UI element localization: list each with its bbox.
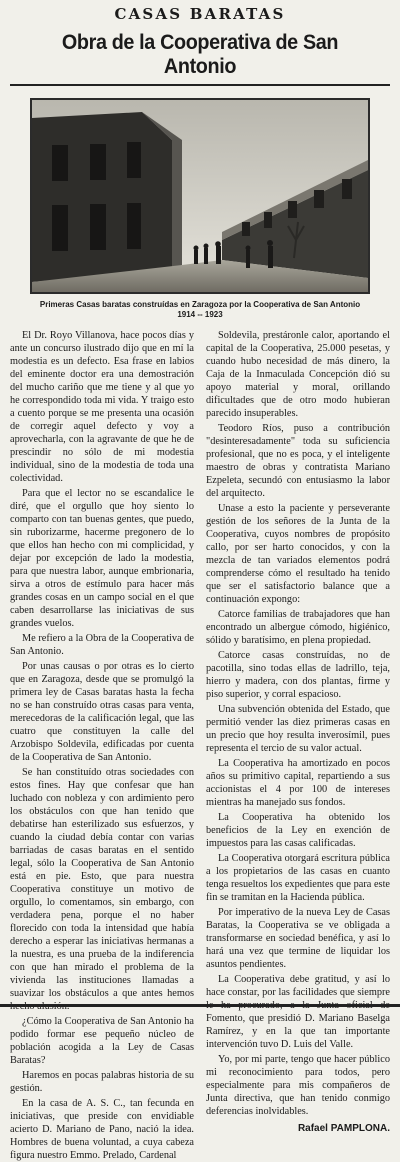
paragraph: La Cooperativa ha obtenido los beneficios de la Ley en exención de impuestos para las casas calificadas.: [206, 812, 390, 849]
paragraph: Catorce familias de trabajadores que han encontrado un albergue cómodo, higiénico, sólido y baratísimo, en plena propiedad.: [206, 609, 390, 646]
paragraph: En la casa de A. S. C., tan fecunda en iniciativas, que preside con envidiable acierto D. Mariano de Pano, nació la idea. Hombres de buena voluntad, a cuya cabeza figura nuestro Emmo. Prelado, Cardenal: [10, 1098, 194, 1161]
author-signature: Rafael PAMPLONA.: [297, 1123, 390, 1134]
paragraph: Por unas causas o por otras es lo cierto que en Zaragoza, desde que se promulgó la primera ley de Casas baratas hasta la fecha no se han construído otras casas para venta, merecedoras de la calificación legal, que las cuatro que constituyen la calle del Arzobispo Soldevila, edificadas por cuenta de la Cooperativa de San Antonio.: [10, 661, 194, 763]
paragraph: Unase a esto la paciente y perseverante gestión de los señores de la Junta de la Cooperativa, cuyos nombres de propósito callo, por ser harto conocidos, y con la mezcla de tan variados elementos podrá comprenderse cómo el resultado ha tenido que ser el satisfactorio balance que a continuación expongo:: [206, 503, 390, 605]
paragraph: Para que el lector no se escandalice le diré, que el orgullo que hoy siento lo comparto con tan buenas gentes, que puedo, sin ruborizarme, hacerme pregonero de lo que ellos han hecho con mi complicidad, y dejar por excepción de lado la modestia, para que nuestra labor, aunque embrionaria, sirva a otros de estímulo para hacer más grandes cosas en un campo social en el que caben desarrollarse las iniciativas de sus grandes vuelos.: [10, 488, 194, 629]
caption-years: 1914 -- 1923: [177, 310, 223, 319]
paragraph: Teodoro Ríos, puso a contribución "desinteresadamente" toda su suficiencia profesional, que no es poca, y el inteligente maestro de obras y contratista Mariano Ezpeleta, secundó con entusiasmo la labor del arquitecto.: [206, 423, 390, 499]
photo-caption: [10, 300, 390, 320]
paragraph: La Cooperativa ha amortizado en pocos años su primitivo capital, repartiendo a sus accionistas el 4 por 100 de intereses mientras ha manejado sus fondos.: [206, 758, 390, 808]
column-left: [10, 329, 194, 1161]
paragraph: Soldevila, prestáronle calor, aportando el capital de la Cooperativa, 25.000 pesetas, y cuando hubo necesidad de más dinero, la Caja de la Inmaculada Concepción dió su apoyo material y moral, orillando dificultades que de otro modo hubieran parecido insuperables.: [206, 330, 390, 419]
street-photo-illustration: [32, 100, 368, 292]
paragraph: Se han constituído otras sociedades con estos fines. Hay que confesar que han luchado con nobleza y con ardimiento pero los obstáculos con que han tenido que debatirse han esterilizado sus esfuerzos, y cuando la ciudad debía contar con varias barriadas de casas baratas en el sentido legal, sólo la Cooperativa de San Antonio está en pie. Esto, que para nuestra Cooperativa constituye un motivo de orgullo, lo comentamos, sin embargo, con verdadera pena, porque el no haber florecido con toda la intensidad que había derecho a esperar las iniciativas hermanas a la nuestra, es una prueba de la indiferencia con que han mirado el problema de la vivienda las instituciones llamadas a suavizar los obstáculos a que antes hemos: [10, 767, 194, 999]
paragraph: Catorce casas construídas, no de pacotilla, sino todas ellas de ladrillo, teja, hierro y madera, con dos plantas, firme y piso superior, y corral espacioso.: [206, 650, 390, 700]
section-kicker: CASAS BARATAS: [114, 5, 286, 23]
article-photo: [30, 98, 370, 294]
article-title: Obra de la Cooperativa de San Antonio: [61, 30, 339, 78]
title-rule: [10, 84, 390, 86]
paragraph: Me refiero a la Obra de la Cooperativa de San Antonio.: [10, 633, 194, 657]
paragraph: Por imperativo de la nueva Ley de Casas Baratas, la Cooperativa se ve obligada a transformarse en sociedad benéfica, y así lo hará una vez que termine de liquidar los asuntos pendientes.: [206, 907, 390, 970]
column-right: [206, 329, 390, 1134]
paragraph: La Cooperativa debe gratitud, y así lo hace constar, por las facilidades que siempre Fomento, que presidió D. Mariano Baselga Ramírez, y en la que tan importante intervención tuvo D. Luis del Valle.: [206, 974, 390, 1050]
paragraph: El Dr. Royo Villanova, hace pocos días y ante un concurso ilustrado dijo que en mí la modestia es un defecto. Esa frase en labios del eminente doctor era una demostración del mucho cariño que me tiene y al que yo he correspondido toda mi vida. Y traigo esto a cuento porque se me presenta una ocasión de corregir aquel defecto y voy a aprovecharla, con la agravante de que he de prescindir no sólo de mi modestia individual, sino de la modestia de toda una colectividad.: [10, 330, 194, 484]
paragraph: Yo, por mi parte, tengo que hacer público mi reconocimiento para todos, pero especialmente para mis compañeros de Junta directiva, que han tenido conmigo deferencias inolvidables.: [206, 1054, 390, 1117]
paragraph: Haremos en pocas palabras historia de su gestión.: [10, 1070, 194, 1094]
caption-text: Primeras Casas baratas construídas en Zaragoza por la Cooperativa de San Antonio: [39, 300, 361, 309]
paragraph: La Cooperativa otorgará escritura pública a los propietarios de las casas en cuanto tenga resueltos los expedientes que para este fin se tramitan en la Hacienda pública.: [206, 853, 390, 903]
paragraph: ¿Cómo la Cooperativa de San Antonio ha podido formar ese pequeño núcleo de población acogida a la Ley de Casas Baratas?: [10, 1016, 194, 1066]
article-body: [10, 329, 390, 1161]
paragraph: Una subvención obtenida del Estado, que permitió vender las diez primeras casas en un precio que hoy resulta inverosímil, pues representa el tercio de su valor actual.: [206, 704, 390, 754]
